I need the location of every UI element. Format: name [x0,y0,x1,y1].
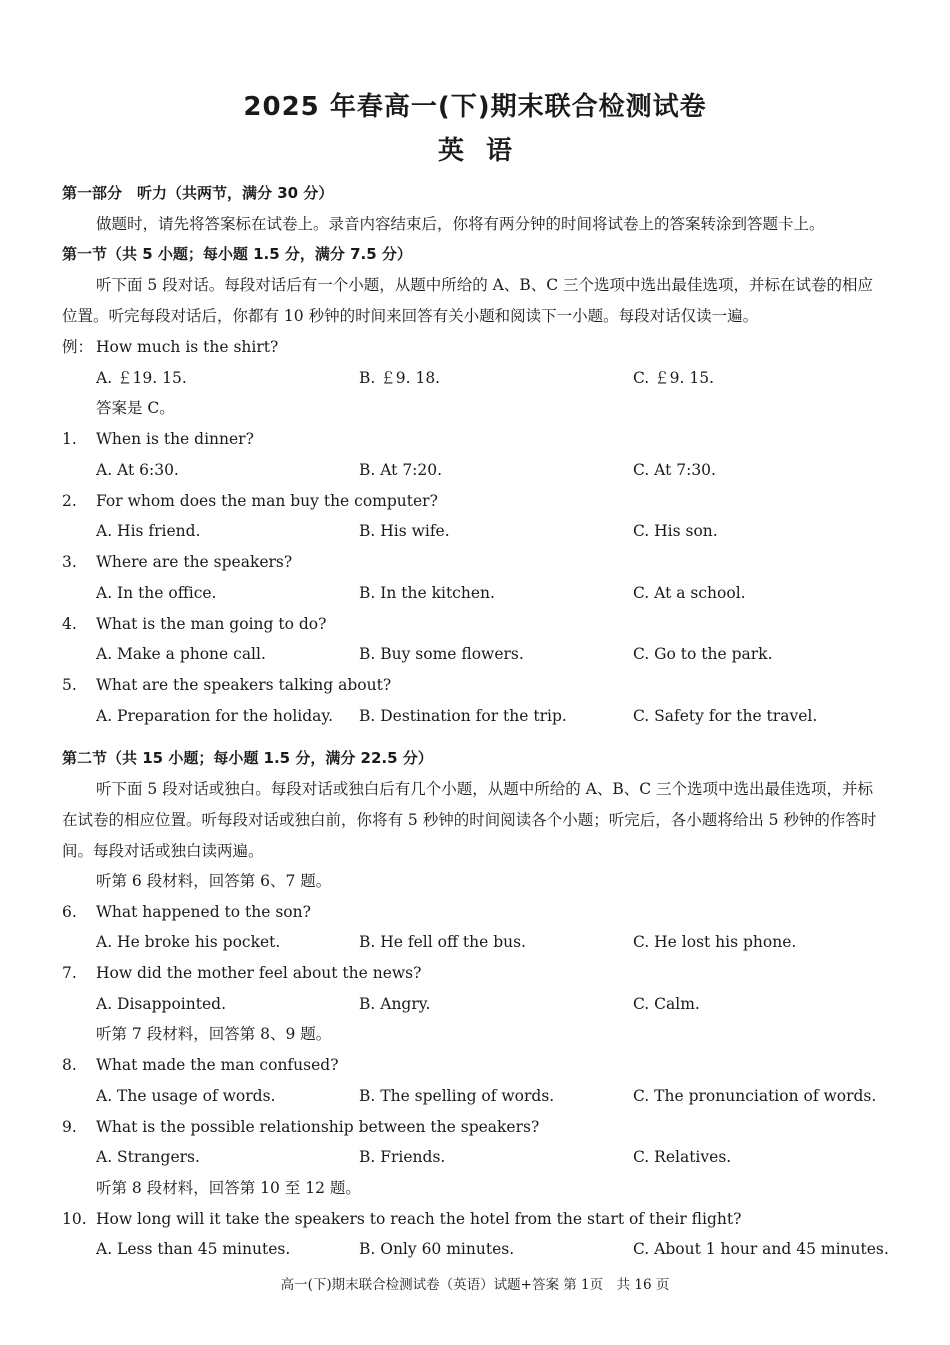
example-answer: 答案是 C。 [96,399,175,417]
option-c: C. The pronunciation of words. [633,1087,877,1105]
option-b: B. At 7:20. [359,461,443,479]
question-number: 6. [62,903,77,921]
option-b: B. Angry. [359,995,431,1013]
option-c: C. Safety for the travel. [633,707,818,725]
option-b: B. Destination for the trip. [359,707,567,725]
question-text: For whom does the man buy the computer? [96,492,438,510]
page-footer: 高一(下)期末联合检测试卷（英语）试题+答案 第 1页 共 16 页 [280,1277,670,1293]
option-c: C. Relatives. [633,1148,732,1166]
option-a: A. He broke his pocket. [96,933,281,951]
section1-heading: 第一节（共 5 小题；每小题 1.5 分，满分 7.5 分） [62,245,412,263]
option-a: A. His friend. [96,522,201,540]
question-text: What happened to the son? [96,903,311,921]
question-number: 2. [62,492,77,510]
section2-heading: 第二节（共 15 小题；每小题 1.5 分，满分 22.5 分） [62,749,433,767]
option-c: C. His son. [633,522,718,540]
exam-title: 2025 年春高一(下)期末联合检测试卷 [243,92,707,122]
example-option-b: B. ￡9. 18. [359,369,441,387]
option-b: B. Only 60 minutes. [359,1240,515,1258]
option-c: C. At 7:30. [633,461,716,479]
option-c: C. At a school. [633,584,746,602]
option-b: B. The spelling of words. [359,1087,555,1105]
option-c: C. He lost his phone. [633,933,797,951]
option-b: B. In the kitchen. [359,584,495,602]
part1-instruction: 做题时，请先将答案标在试卷上。录音内容结束后，你将有两分钟的时间将试卷上的答案转涂到答题卡上。 [96,215,825,233]
option-a: A. Make a phone call. [96,645,266,663]
question-text: Where are the speakers? [96,553,293,571]
option-a: A. Strangers. [96,1148,200,1166]
example-option-c: C. ￡9. 15. [633,369,715,387]
question-number: 5. [62,676,77,694]
option-c: C. About 1 hour and 45 minutes. [633,1240,889,1258]
question-number: 1. [62,430,77,448]
option-c: C. Go to the park. [633,645,773,663]
option-a: A. In the office. [96,584,217,602]
option-a: A. At 6:30. [96,461,179,479]
question-number: 3. [62,553,77,571]
question-text: What is the man going to do? [96,615,327,633]
example-prefix: 例： [62,338,94,356]
question-text: What made the man confused? [96,1056,339,1074]
exam-subject: 英语 [437,136,534,166]
material-6-note: 听第 6 段材料，回答第 6、7 题。 [96,872,332,890]
option-c: C. Calm. [633,995,700,1013]
option-a: A. Less than 45 minutes. [96,1240,291,1258]
question-number: 10. [62,1210,87,1228]
question-number: 4. [62,615,77,633]
option-a: A. Preparation for the holiday. [96,707,334,725]
question-number: 9. [62,1118,77,1136]
part1-heading: 第一部分 听力（共两节，满分 30 分） [62,184,334,202]
option-b: B. His wife. [359,522,450,540]
question-text: When is the dinner? [96,430,254,448]
option-a: A. Disappointed. [96,995,226,1013]
section2-instruction: 听下面 5 段对话或独白。每段对话或独白后有几个小题，从题中所给的 A、B、C 三个选项中选出最佳选项，并标在试卷的相应位置。听每段对话或独白前，你将有 5 秒钟的时间阅读各个小题；听完后，各小题将给出 5 秒钟的作答时间。每段对话或独白读两遍。 [62,780,877,860]
question-number: 7. [62,964,77,982]
option-b: B. Friends. [359,1148,446,1166]
option-b: B. Buy some flowers. [359,645,524,663]
option-b: B. He fell off the bus. [359,933,526,951]
question-number: 8. [62,1056,77,1074]
question-text: What is the possible relationship between the speakers? [96,1118,540,1136]
example-question: How much is the shirt? [96,338,279,356]
question-text: What are the speakers talking about? [96,676,392,694]
question-text: How did the mother feel about the news? [96,964,422,982]
material-8-note: 听第 8 段材料，回答第 10 至 12 题。 [96,1179,361,1197]
question-text: How long will it take the speakers to reach the hotel from the start of their flight? [96,1210,742,1228]
material-7-note: 听第 7 段材料，回答第 8、9 题。 [96,1025,332,1043]
example-option-a: A. ￡19. 15. [96,369,187,387]
option-a: A. The usage of words. [96,1087,276,1105]
section1-instruction: 听下面 5 段对话。每段对话后有一个小题，从题中所给的 A、B、C 三个选项中选出最佳选项，并标在试卷的相应位置。听完每段对话后，你都有 10 秒钟的时间来回答有关小题和阅读下一小题。每段对话仅读一遍。 [62,276,874,325]
